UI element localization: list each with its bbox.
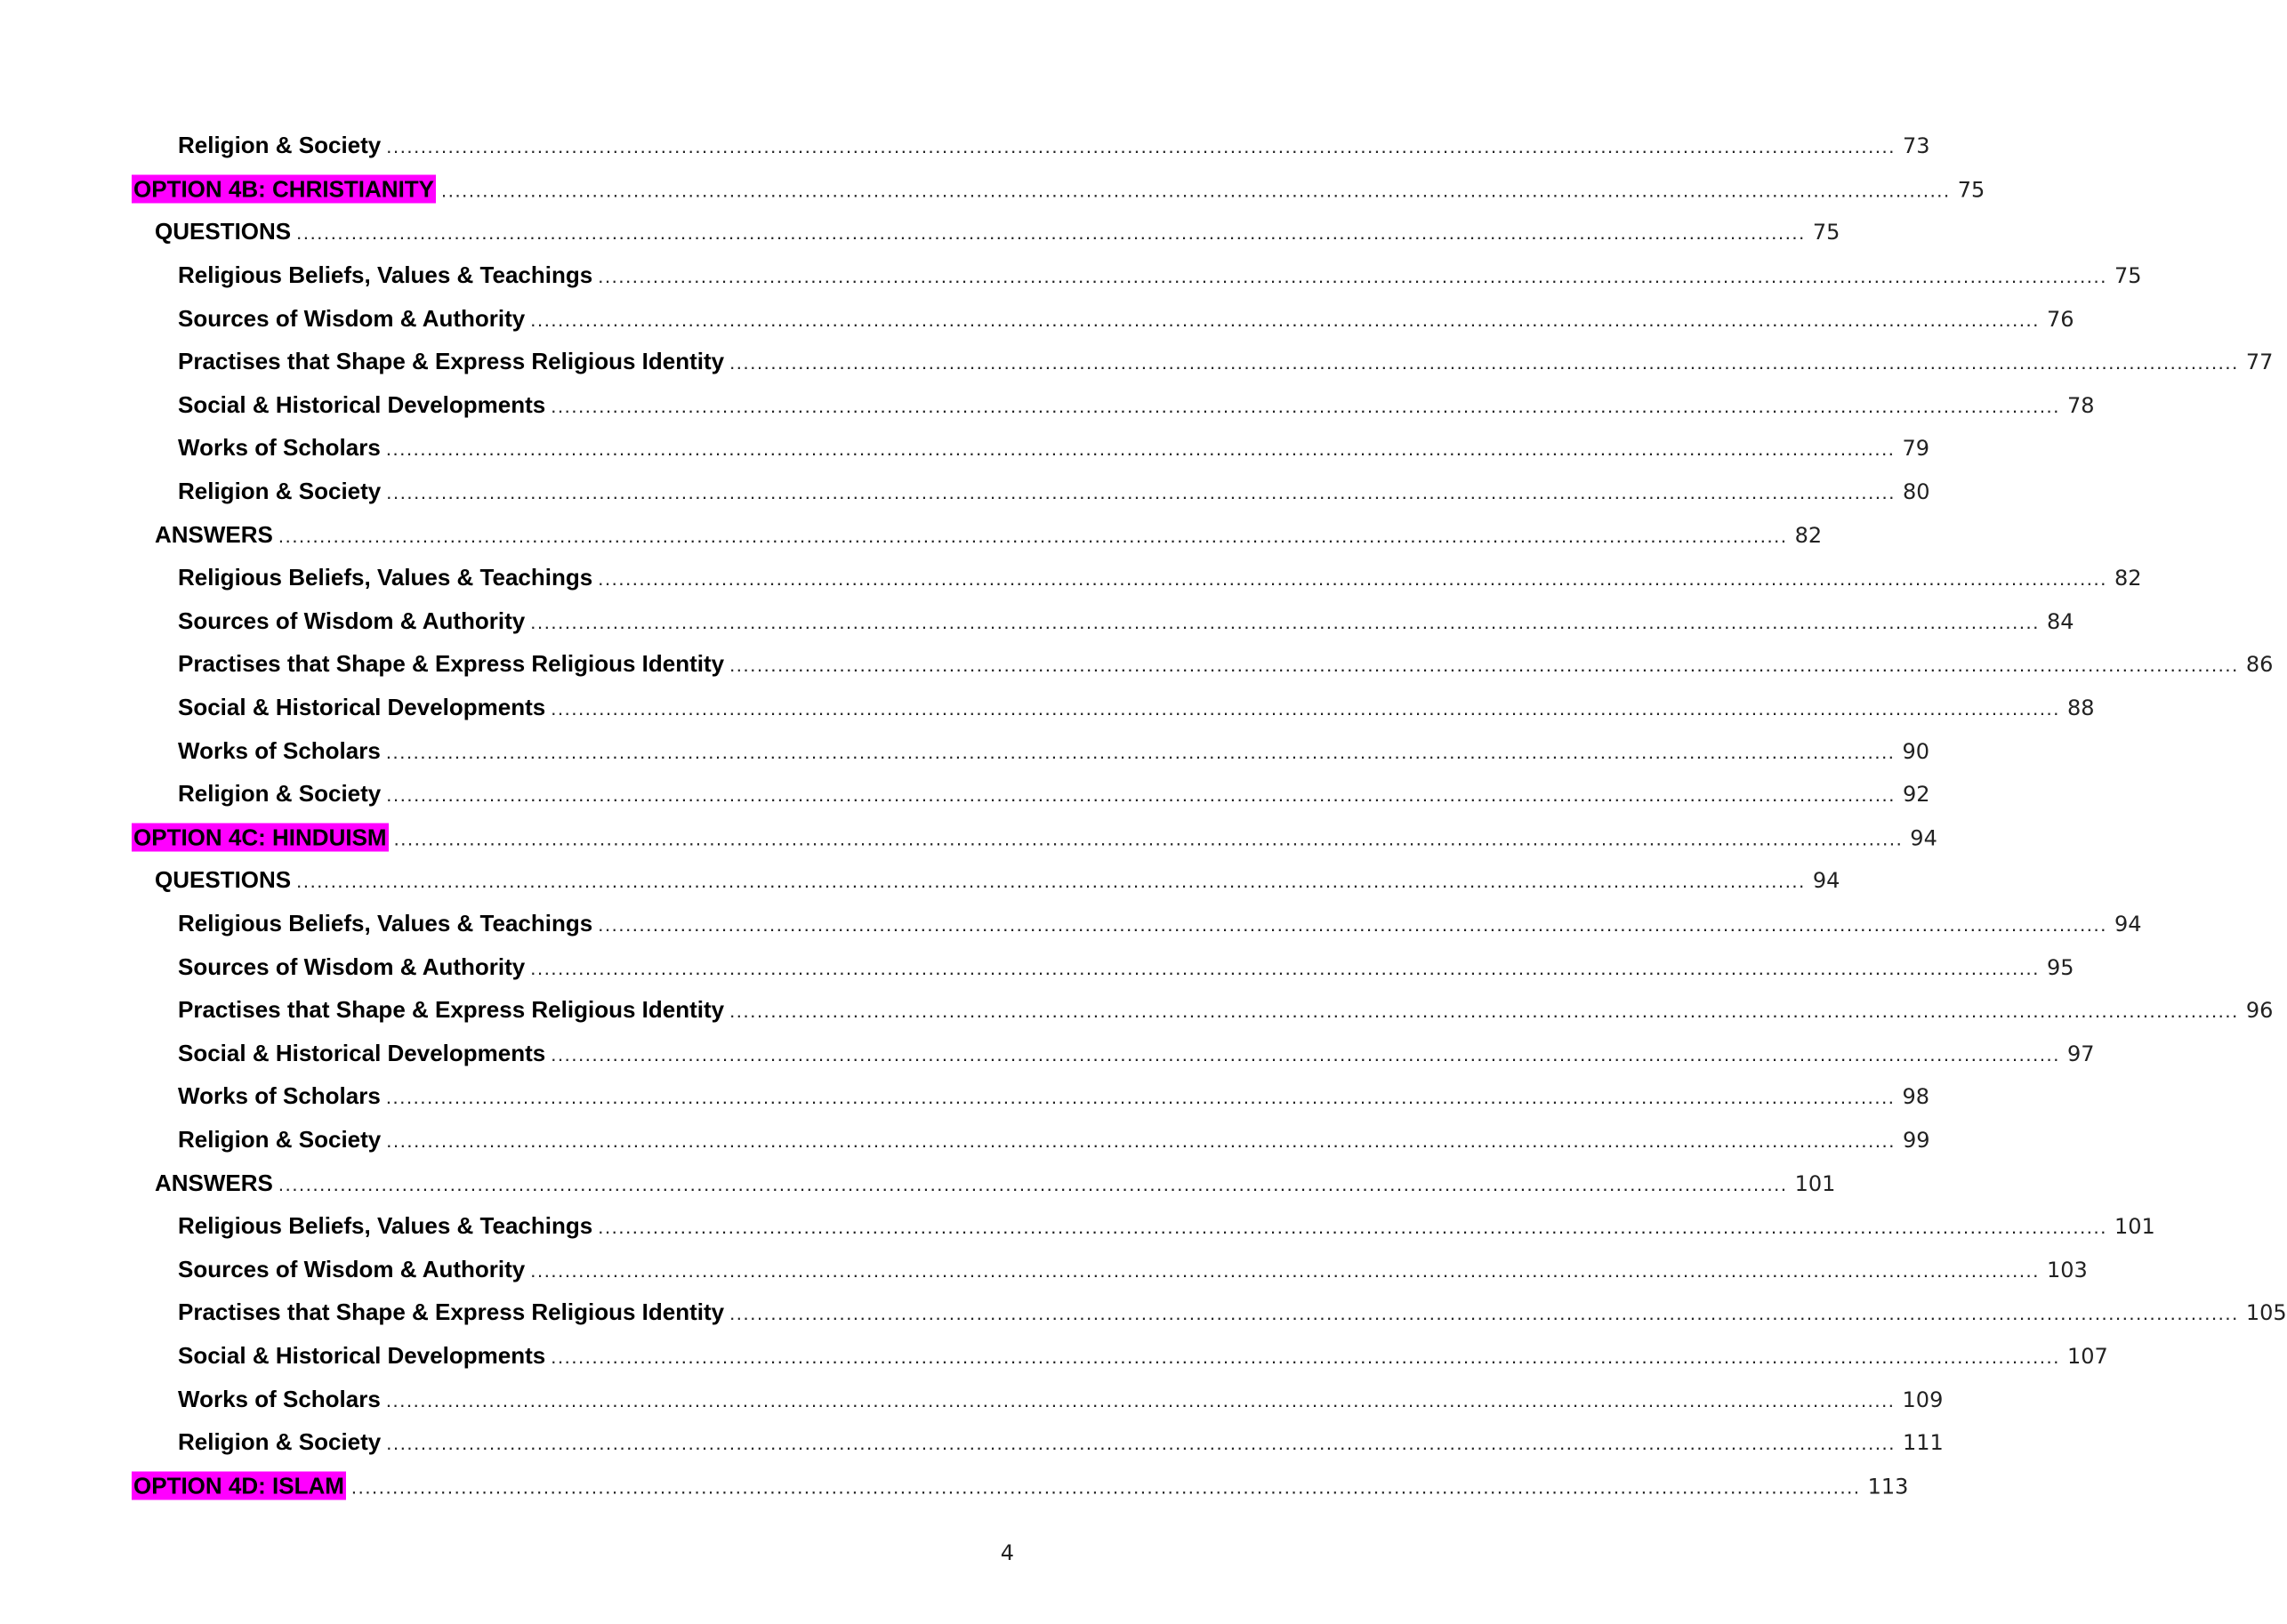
toc-entry-title: Sources of Wisdom & Authority — [178, 1255, 526, 1282]
dot-leader: ............................................................................................................................................................................................................................ — [598, 912, 2107, 936]
toc-entry[interactable] — [0, 945, 2074, 989]
toc-subsection-heading[interactable] — [0, 859, 1840, 903]
toc-entry-page: 75 — [1812, 220, 1840, 245]
dot-leader: ............................................................................................................................................................................................................................ — [551, 1042, 2060, 1065]
dot-leader: ............................................................................................................................................................................................................................ — [296, 870, 1806, 893]
toc-entry-line — [178, 478, 1930, 506]
toc-entry-line — [178, 1341, 2108, 1371]
toc-entry[interactable] — [0, 1291, 2287, 1335]
toc-entry-title: OPTION 4B: CHRISTIANITY — [133, 175, 435, 203]
toc-entry-page: 73 — [1902, 133, 1930, 159]
toc-entry[interactable] — [0, 384, 2095, 428]
dot-leader: ............................................................................................................................................................................................................................ — [385, 740, 1896, 763]
toc-entry-line — [178, 736, 1930, 766]
toc-entry[interactable] — [0, 1335, 2108, 1379]
toc-entry-title: Sources of Wisdom & Authority — [178, 607, 526, 634]
dot-leader: ............................................................................................................................................................................................................................ — [278, 524, 1788, 547]
toc-entry-page: 97 — [2066, 1041, 2095, 1066]
toc-entry-page: 101 — [2114, 1214, 2155, 1240]
dot-leader: ............................................................................................................................................................................................................................ — [386, 1129, 1896, 1152]
toc-entry-page: 84 — [2047, 608, 2074, 634]
toc-entry[interactable] — [0, 1032, 2095, 1075]
toc-entry-line — [178, 348, 2274, 376]
toc-entry-page: 113 — [1867, 1474, 1909, 1499]
dot-leader: ............................................................................................................................................................................................................................ — [729, 654, 2239, 677]
dot-leader: ............................................................................................................................................................................................................................ — [386, 1432, 1896, 1455]
toc-entry-line — [178, 132, 1930, 160]
toc-entry-line — [178, 304, 2074, 334]
toc-entry[interactable] — [0, 903, 2142, 946]
toc-entry-page: 90 — [1902, 738, 1930, 764]
toc-entry-title: Religious Beliefs, Values & Teachings — [178, 564, 593, 591]
page-number: 4 — [1000, 1540, 1014, 1565]
toc-entry-page: 79 — [1902, 436, 1930, 462]
toc-entry-title: Social & Historical Developments — [178, 1341, 546, 1369]
toc-entry-page: 86 — [2245, 652, 2274, 678]
toc-entry-line — [155, 866, 1840, 895]
toc-entry-title: Religion & Society — [178, 132, 382, 159]
toc-entry-page: 109 — [1902, 1387, 1944, 1412]
dot-leader: ............................................................................................................................................................................................................................ — [393, 827, 1904, 850]
toc-entry-line — [155, 1169, 1836, 1198]
toc-subsection-heading[interactable] — [0, 513, 1823, 557]
toc-entry-page: 88 — [2066, 695, 2095, 721]
dot-leader: ............................................................................................................................................................................................................................ — [386, 481, 1896, 504]
toc-entry-line — [132, 1471, 1909, 1500]
toc-entry-title: Sources of Wisdom & Authority — [178, 953, 526, 980]
dot-leader: ............................................................................................................................................................................................................................ — [729, 1302, 2239, 1325]
toc-entry-line — [155, 218, 1840, 246]
toc-entry[interactable] — [0, 341, 2274, 384]
toc-entry-title: Religion & Society — [178, 780, 382, 808]
toc-entry-line — [178, 1298, 2287, 1327]
dot-leader: ............................................................................................................................................................................................................................ — [530, 1258, 2040, 1282]
toc-entry-page: 95 — [2047, 954, 2074, 980]
toc-entry[interactable] — [0, 1248, 2088, 1291]
toc-entry-line — [178, 996, 2274, 1025]
toc-entry-page: 94 — [1812, 868, 1840, 894]
toc-entry[interactable] — [0, 1119, 1930, 1162]
toc-entry-title: OPTION 4D: ISLAM — [133, 1472, 344, 1499]
toc-entry-title: Practises that Shape & Express Religious Identity — [178, 996, 725, 1024]
toc-entry-title: Practises that Shape & Express Religious Identity — [178, 348, 725, 375]
toc-entry-title: Works of Scholars — [178, 736, 381, 764]
toc-entry-page: 94 — [2114, 911, 2142, 937]
toc-entry-title: Sources of Wisdom & Authority — [178, 304, 526, 332]
toc-entry-page: 76 — [2047, 306, 2074, 332]
toc-entry[interactable] — [0, 1421, 1944, 1465]
toc-entry-line — [178, 1082, 1930, 1111]
toc-entry-line — [132, 823, 1937, 852]
toc-section-heading[interactable] — [0, 168, 1985, 212]
dot-leader: ............................................................................................................................................................................................................................ — [386, 784, 1896, 807]
dot-leader: ............................................................................................................................................................................................................................ — [530, 956, 2040, 979]
toc-entry-page: 75 — [1957, 177, 1985, 203]
toc-entry-page: 107 — [2066, 1343, 2108, 1369]
toc-entry-title: Social & Historical Developments — [178, 694, 546, 721]
toc-entry[interactable] — [0, 643, 2274, 687]
dot-leader: ............................................................................................................................................................................................................................ — [441, 179, 1951, 202]
toc-entry-line — [178, 1125, 1930, 1154]
toc-entry-line — [178, 650, 2274, 679]
toc-entry-page: 103 — [2047, 1257, 2088, 1282]
dot-leader: ............................................................................................................................................................................................................................ — [350, 1475, 1861, 1499]
dot-leader: ............................................................................................................................................................................................................................ — [296, 221, 1806, 245]
toc-entry-title: ANSWERS — [155, 1169, 273, 1196]
toc-entry[interactable] — [0, 297, 2074, 341]
toc-entry[interactable] — [0, 1205, 2155, 1249]
dot-leader: ............................................................................................................................................................................................................................ — [530, 308, 2040, 331]
toc-entry-page: 80 — [1902, 479, 1930, 505]
toc-entry-title: Religious Beliefs, Values & Teachings — [178, 1212, 593, 1240]
toc-entry-line — [178, 1039, 2095, 1068]
toc-subsection-heading[interactable] — [0, 1162, 1836, 1205]
toc-entry-title: Works of Scholars — [178, 1385, 381, 1412]
dot-leader: ............................................................................................................................................................................................................................ — [385, 1086, 1896, 1109]
toc-entry-title: Religious Beliefs, Values & Teachings — [178, 909, 593, 937]
toc-entry-line — [178, 694, 2095, 722]
dot-leader: ............................................................................................................................................................................................................................ — [598, 1216, 2107, 1239]
toc-entry-page: 82 — [1794, 522, 1823, 548]
toc-entry-page: 82 — [2114, 566, 2142, 591]
toc-entry-line — [178, 564, 2142, 592]
toc-entry-page: 101 — [1794, 1170, 1836, 1196]
toc-entry-title: Social & Historical Developments — [178, 390, 546, 418]
toc-entry[interactable] — [0, 687, 2095, 730]
dot-leader: ............................................................................................................................................................................................................................ — [551, 697, 2060, 720]
dot-leader: ............................................................................................................................................................................................................................ — [385, 1388, 1896, 1411]
toc-entry-page: 105 — [2245, 1300, 2287, 1326]
dot-leader: ............................................................................................................................................................................................................................ — [598, 567, 2107, 591]
toc-entry[interactable] — [0, 1378, 1944, 1421]
toc-entry-page: 98 — [1902, 1084, 1930, 1110]
toc-entry-line — [178, 1428, 1944, 1457]
dot-leader: ............................................................................................................................................................................................................................ — [385, 438, 1896, 461]
toc-entry-line — [178, 390, 2095, 420]
table-of-contents — [0, 125, 2287, 1507]
toc-entry[interactable] — [0, 600, 2074, 644]
toc-entry[interactable] — [0, 254, 2142, 298]
dot-leader: ............................................................................................................................................................................................................................ — [278, 1172, 1788, 1195]
toc-entry-page: 75 — [2114, 263, 2142, 289]
toc-entry-page: 78 — [2066, 392, 2095, 418]
toc-entry-line — [178, 261, 2142, 290]
toc-entry-title: QUESTIONS — [155, 866, 292, 894]
dot-leader: ............................................................................................................................................................................................................................ — [551, 394, 2060, 417]
toc-entry-page: 96 — [2245, 998, 2274, 1024]
toc-entry-title: Religious Beliefs, Values & Teachings — [178, 261, 593, 289]
toc-entry[interactable] — [0, 557, 2142, 600]
toc-entry-page: 77 — [2245, 350, 2274, 375]
toc-entry-line — [178, 1212, 2155, 1241]
toc-entry-title: Works of Scholars — [178, 434, 381, 462]
dot-leader: ............................................................................................................................................................................................................................ — [386, 135, 1896, 158]
toc-entry-title: OPTION 4C: HINDUISM — [133, 824, 387, 851]
toc-entry[interactable] — [0, 773, 1930, 816]
toc-entry-page: 111 — [1902, 1430, 1944, 1456]
toc-entry-line — [178, 953, 2074, 982]
toc-entry-title: Social & Historical Developments — [178, 1039, 546, 1066]
toc-entry-line — [178, 1385, 1944, 1414]
toc-entry-page: 94 — [1910, 825, 1937, 851]
toc-entry-line — [178, 780, 1930, 808]
toc-entry-line — [178, 1255, 2088, 1284]
toc-entry[interactable] — [0, 729, 1930, 773]
dot-leader: ............................................................................................................................................................................................................................ — [729, 351, 2239, 374]
toc-entry-title: Practises that Shape & Express Religious Identity — [178, 650, 725, 678]
toc-entry[interactable] — [0, 1075, 1930, 1119]
toc-entry-title: Works of Scholars — [178, 1082, 381, 1110]
toc-entry-line — [178, 607, 2074, 636]
toc-entry-line — [132, 174, 1985, 204]
toc-entry-line — [178, 434, 1930, 462]
toc-entry[interactable] — [0, 125, 1930, 168]
toc-section-heading[interactable] — [0, 816, 1937, 860]
toc-entry-line — [178, 909, 2142, 938]
toc-entry-title: Religion & Society — [178, 1428, 382, 1456]
dot-leader: ............................................................................................................................................................................................................................ — [551, 1345, 2060, 1368]
toc-entry-line — [155, 520, 1823, 550]
toc-section-heading[interactable] — [0, 1464, 1909, 1507]
toc-entry-page: 92 — [1902, 782, 1930, 808]
toc-entry-title: QUESTIONS — [155, 218, 292, 245]
dot-leader: ............................................................................................................................................................................................................................ — [598, 265, 2107, 288]
dot-leader: ............................................................................................................................................................................................................................ — [530, 610, 2040, 633]
toc-entry-title: Religion & Society — [178, 1125, 382, 1153]
toc-entry-title: Practises that Shape & Express Religious Identity — [178, 1298, 725, 1326]
dot-leader: ............................................................................................................................................................................................................................ — [729, 1000, 2239, 1023]
toc-entry[interactable] — [0, 470, 1930, 514]
toc-entry[interactable] — [0, 989, 2274, 1033]
toc-entry-title: ANSWERS — [155, 520, 273, 548]
toc-entry[interactable] — [0, 427, 1930, 470]
toc-entry-title: Religion & Society — [178, 478, 382, 505]
toc-subsection-heading[interactable] — [0, 211, 1840, 254]
toc-entry-page: 99 — [1902, 1127, 1930, 1153]
